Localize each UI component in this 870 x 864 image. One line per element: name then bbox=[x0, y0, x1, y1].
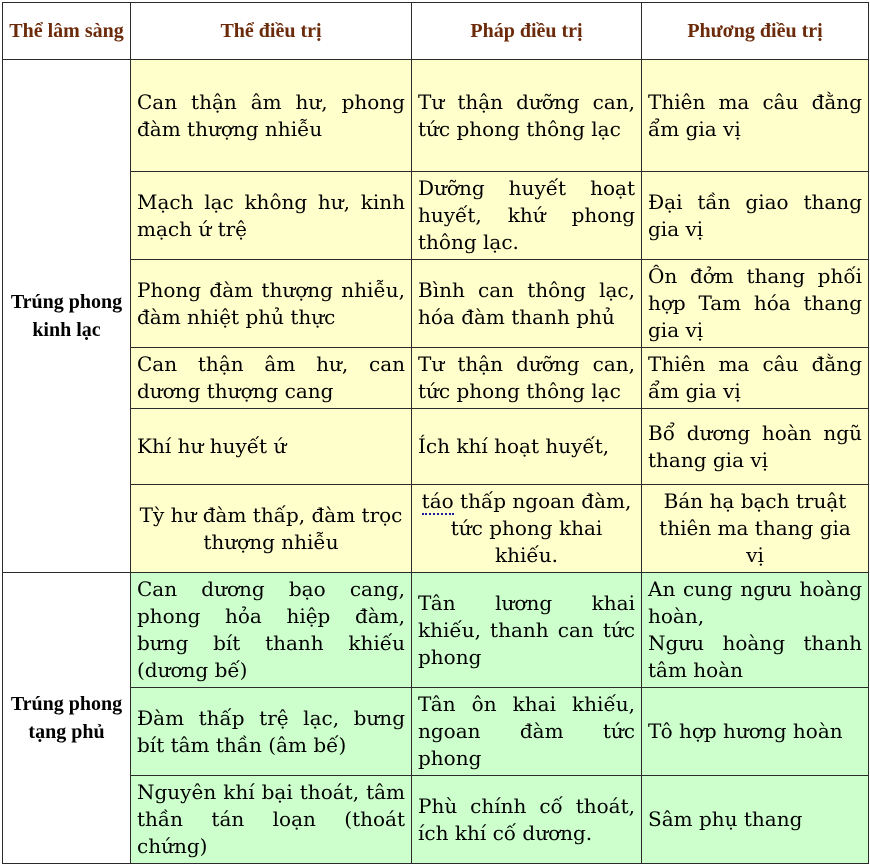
phuong-dieu-tri-cell: Ôn đởm thang phối hợp Tam hóa thang gia vị bbox=[642, 260, 869, 348]
table-row bbox=[3, 260, 869, 348]
group-label-tang-phu: Trúng phong tạng phủ bbox=[3, 573, 131, 864]
table-row bbox=[3, 60, 869, 172]
phap-dieu-tri-cell: Tân lương khai khiếu, thanh can tức phong bbox=[412, 573, 642, 688]
header-phap-dieu-tri: Pháp điều trị bbox=[412, 3, 642, 60]
phap-rest: thấp ngoan đàm, tức phong khai khiếu. bbox=[450, 489, 632, 567]
phuong-dieu-tri-cell: Tô hợp hương hoàn bbox=[642, 688, 869, 776]
the-dieu-tri-cell: Phong đàm thượng nhiễu, đàm nhiệt phủ thực bbox=[131, 260, 412, 348]
phap-dieu-tri-cell: Tư thận dưỡng can, tức phong thông lạc bbox=[412, 60, 642, 172]
phap-dieu-tri-cell: Tư thận dưỡng can, tức phong thông lạc bbox=[412, 348, 642, 409]
table-row bbox=[3, 688, 869, 776]
the-dieu-tri-cell: Nguyên khí bại thoát, tâm thần tán loạn (thoát chứng) bbox=[131, 776, 412, 864]
phap-dieu-tri-cell bbox=[412, 485, 642, 573]
table-row bbox=[3, 485, 869, 573]
header-the-lam-sang: Thể lâm sàng bbox=[3, 3, 131, 60]
phuong-dieu-tri-cell: Bán hạ bạch truật thiên ma thang gia vị bbox=[642, 485, 869, 573]
the-dieu-tri-cell: Can thận âm hư, phong đàm thượng nhiễu bbox=[131, 60, 412, 172]
treatment-table bbox=[2, 2, 869, 864]
phuong-dieu-tri-cell: Thiên ma câu đằng ẩm gia vị bbox=[642, 60, 869, 172]
phuong-dieu-tri-cell: Bổ dương hoàn ngũ thang gia vị bbox=[642, 409, 869, 485]
table-row bbox=[3, 409, 869, 485]
phuong-line-1: An cung ngưu hoàng hoàn, bbox=[648, 577, 862, 628]
phap-dieu-tri-cell: Dưỡng huyết hoạt huyết, khứ phong thông lạc. bbox=[412, 172, 642, 260]
table-row bbox=[3, 172, 869, 260]
header-the-dieu-tri: Thể điều trị bbox=[131, 3, 412, 60]
header-row bbox=[3, 3, 869, 60]
table-row bbox=[3, 776, 869, 864]
table-row bbox=[3, 573, 869, 688]
the-dieu-tri-cell: Can thận âm hư, can dương thượng cang bbox=[131, 348, 412, 409]
the-dieu-tri-cell: Tỳ hư đàm thấp, đàm trọc thượng nhiễu bbox=[131, 485, 412, 573]
group-label-kinh-lac: Trúng phong kinh lạc bbox=[3, 60, 131, 573]
phap-dieu-tri-cell: Tân ôn khai khiếu, ngoan đàm tức phong bbox=[412, 688, 642, 776]
phap-dieu-tri-cell: Bình can thông lạc, hóa đàm thanh phủ bbox=[412, 260, 642, 348]
phuong-dieu-tri-cell bbox=[642, 573, 869, 688]
table-row bbox=[3, 348, 869, 409]
phap-dieu-tri-cell: Phù chính cố thoát, ích khí cố dương. bbox=[412, 776, 642, 864]
the-dieu-tri-cell: Can dương bạo cang, phong hỏa hiệp đàm, bưng bít thanh khiếu (dương bế) bbox=[131, 573, 412, 688]
phuong-dieu-tri-cell: Sâm phụ thang bbox=[642, 776, 869, 864]
phuong-dieu-tri-cell: Đại tần giao thang gia vị bbox=[642, 172, 869, 260]
phap-dieu-tri-cell: Ích khí hoạt huyết, bbox=[412, 409, 642, 485]
phuong-dieu-tri-cell: Thiên ma câu đằng ẩm gia vị bbox=[642, 348, 869, 409]
phuong-line-2: Ngưu hoàng thanh tâm hoàn bbox=[648, 631, 862, 682]
the-dieu-tri-cell: Đàm thấp trệ lạc, bưng bít tâm thần (âm bế) bbox=[131, 688, 412, 776]
the-dieu-tri-cell: Khí hư huyết ứ bbox=[131, 409, 412, 485]
the-dieu-tri-cell: Mạch lạc không hư, kinh mạch ứ trệ bbox=[131, 172, 412, 260]
header-phuong-dieu-tri: Phương điều trị bbox=[642, 3, 869, 60]
phap-first-word: táo bbox=[421, 489, 454, 513]
